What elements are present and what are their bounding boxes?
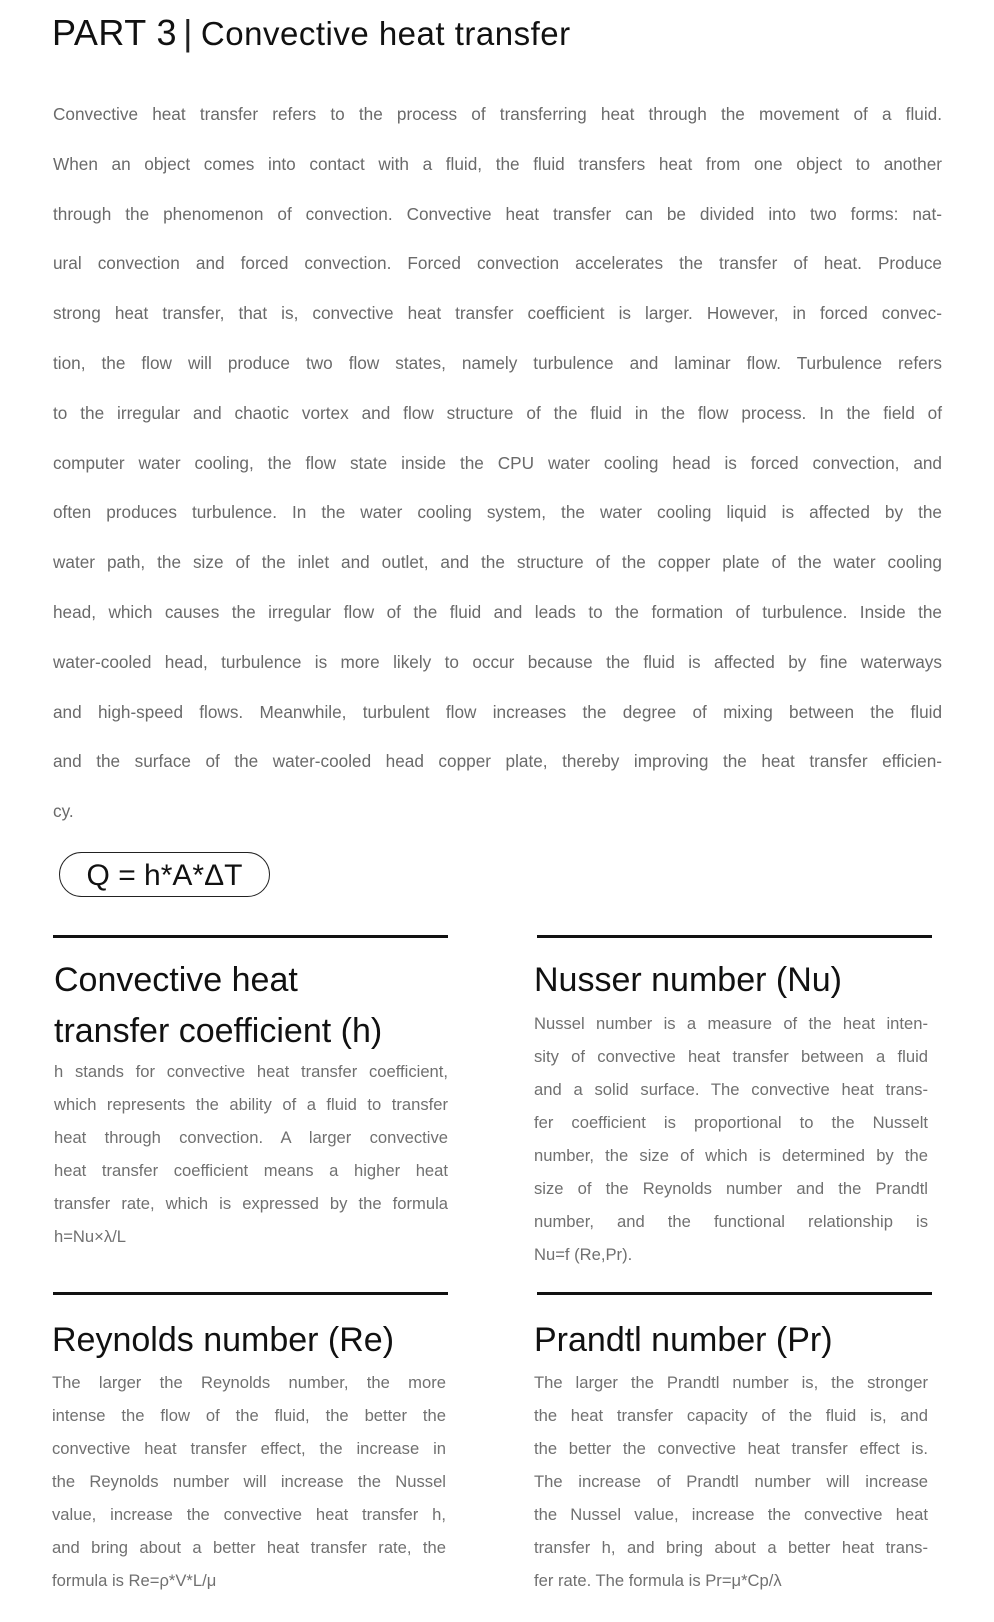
text-line: the Nussel value, increase the convective heat: [534, 1505, 928, 1524]
card-heading-line: Reynolds number (Re): [52, 1321, 395, 1359]
text-line: number, the size of which is determined by the: [534, 1146, 928, 1165]
card-body: [534, 1007, 928, 1271]
card-body: [534, 1366, 928, 1597]
card-heading: [54, 955, 448, 1057]
text-line: number, and the functional relationship is: [534, 1212, 928, 1231]
text-line: water path, the size of the inlet and outlet, and the structure of the copper plate of the water cooling: [53, 552, 942, 573]
section-title: Convective heat transfer: [200, 15, 571, 52]
text-line: and bring about a better heat transfer rate, the: [52, 1538, 446, 1557]
text-line: transfer rate, which is expressed by the formula: [54, 1194, 448, 1213]
text-line: intense the flow of the fluid, the better the: [52, 1406, 446, 1425]
text-line: fer coefficient is proportional to the Nusselt: [534, 1113, 928, 1132]
text-line: water-cooled head, turbulence is more likely to occur because the fluid is affected by fine waterways: [53, 651, 942, 672]
card-heading: [534, 1315, 928, 1366]
card-body: [54, 1055, 448, 1253]
text-line: to the irregular and chaotic vortex and flow structure of the fluid in the flow process. In the field of: [53, 402, 942, 423]
text-line: convective heat transfer effect, the increase in: [52, 1439, 446, 1458]
text-line: the Reynolds number will increase the Nussel: [52, 1472, 446, 1491]
text-line: tion, the flow will produce two flow states, namely turbulence and laminar flow. Turbulence refers: [53, 352, 942, 373]
text-line: which represents the ability of a fluid to transfer: [54, 1095, 448, 1114]
title-separator: |: [183, 12, 193, 53]
text-line: head, which causes the irregular flow of the fluid and leads to the formation of turbulence. Inside the: [53, 601, 942, 622]
divider: [53, 935, 448, 938]
card-heading-line: transfer coefficient (h): [54, 1012, 383, 1050]
text-line: When an object comes into contact with a fluid, the fluid transfers heat from one object to another: [53, 153, 942, 174]
intro-paragraph: [53, 90, 942, 837]
text-line: transfer h, and bring about a better heat trans-: [534, 1538, 928, 1557]
divider: [537, 1292, 932, 1295]
page-title: [52, 12, 571, 54]
text-line: Convective heat transfer refers to the process of transferring heat through the movement of a fluid.: [53, 104, 942, 124]
formula-badge: Q = h*A*ΔT: [59, 852, 270, 897]
text-line: The larger the Prandtl number is, the stronger: [534, 1373, 928, 1392]
text-line: the better the convective heat transfer effect is.: [534, 1439, 928, 1458]
text-line: cy.: [53, 801, 74, 822]
text-line: through the phenomenon of convection. Convective heat transfer can be divided into two forms: nat-: [53, 203, 942, 224]
text-line: formula is Re=ρ*V*L/μ: [52, 1571, 217, 1590]
text-line: The increase of Prandtl number will increase: [534, 1472, 928, 1491]
card-body: [52, 1366, 446, 1597]
card-prandtl-number: [534, 1315, 928, 1597]
text-line: fer rate. The formula is Pr=μ*Cp/λ: [534, 1571, 782, 1590]
text-line: h stands for convective heat transfer coefficient,: [54, 1062, 448, 1081]
text-line: the heat transfer capacity of the fluid is, and: [534, 1406, 928, 1425]
text-line: heat through convection. A larger convective: [54, 1128, 448, 1147]
card-heading: [534, 955, 928, 1006]
text-line: h=Nu×λ/L: [54, 1227, 126, 1246]
card-heat-transfer-coefficient: [54, 955, 448, 1253]
text-line: sity of convective heat transfer between a fluid: [534, 1047, 928, 1066]
text-line: Nussel number is a measure of the heat inten-: [534, 1014, 928, 1033]
text-line: often produces turbulence. In the water cooling system, the water cooling liquid is affected by the: [53, 502, 942, 523]
text-line: value, increase the convective heat transfer h,: [52, 1505, 446, 1524]
card-nusselt-number: [534, 955, 928, 1271]
card-heading-line: Nusser number (Nu): [534, 961, 842, 999]
divider: [53, 1292, 448, 1295]
text-line: computer water cooling, the flow state inside the CPU water cooling head is forced convection, and: [53, 452, 942, 473]
text-line: The larger the Reynolds number, the more: [52, 1373, 446, 1392]
divider: [537, 935, 932, 938]
card-heading-line: Prandtl number (Pr): [534, 1321, 833, 1359]
part-label: PART 3: [52, 12, 178, 53]
text-line: ural convection and forced convection. Forced convection accelerates the transfer of heat. Produce: [53, 253, 942, 274]
text-line: heat transfer coefficient means a higher heat: [54, 1161, 448, 1180]
text-line: and the surface of the water-cooled head copper plate, thereby improving the heat transfer efficien-: [53, 751, 942, 772]
card-reynolds-number: [52, 1315, 446, 1597]
text-line: size of the Reynolds number and the Prandtl: [534, 1179, 928, 1198]
text-line: and high-speed flows. Meanwhile, turbulent flow increases the degree of mixing between the fluid: [53, 701, 942, 722]
card-heading-line: Convective heat: [54, 961, 298, 999]
text-line: and a solid surface. The convective heat trans-: [534, 1080, 928, 1099]
card-heading: [52, 1315, 446, 1366]
text-line: Nu=f (Re,Pr).: [534, 1245, 633, 1264]
text-line: strong heat transfer, that is, convective heat transfer coefficient is larger. However, in forced convec-: [53, 303, 942, 324]
